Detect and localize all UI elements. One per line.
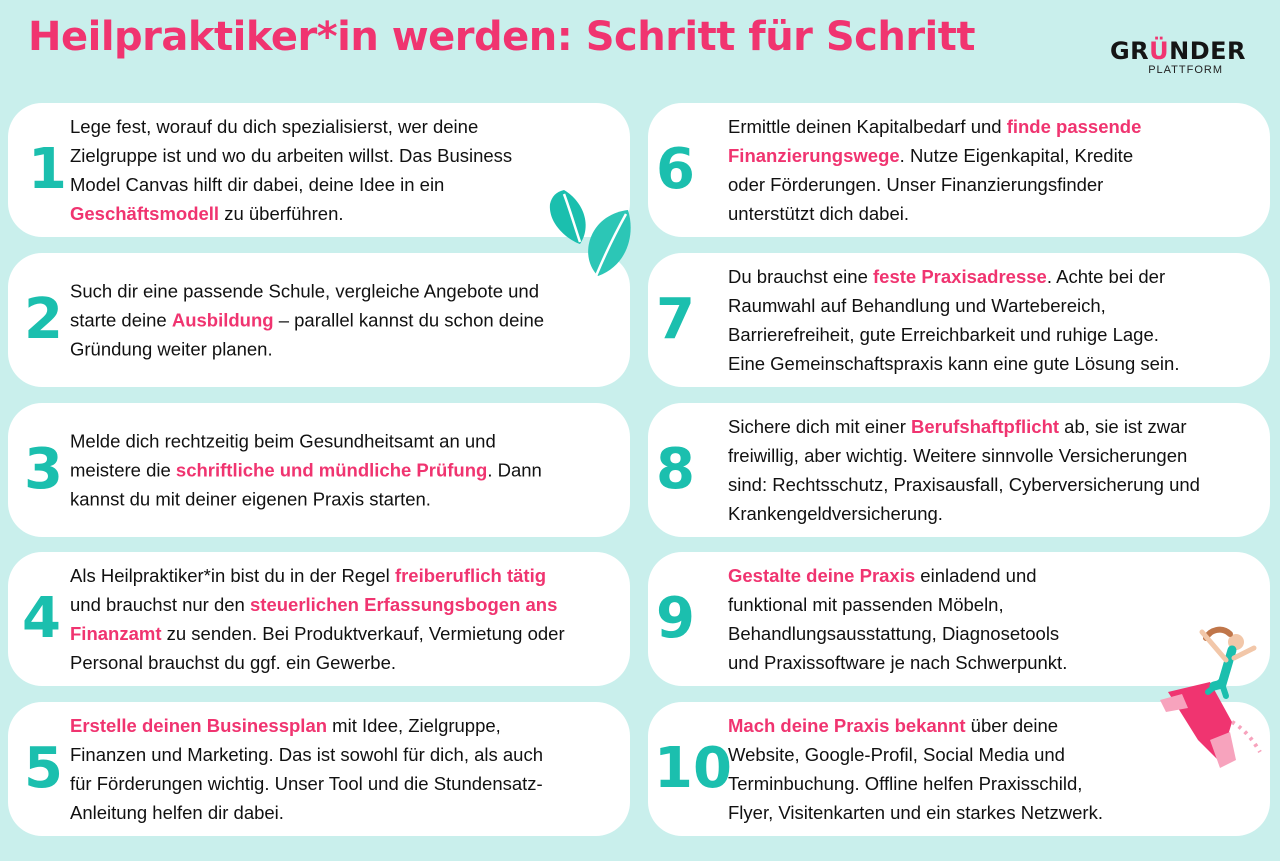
- step-text-line: [70, 277, 544, 306]
- body-text: Lege fest, worauf du dich spezialisierst, wer deine: [70, 116, 479, 137]
- step-text-line: [728, 590, 1067, 619]
- body-text: . Nutze Eigenkapital, Kredite: [899, 145, 1134, 166]
- body-text: Ermittle deinen Kapitalbedarf und: [728, 116, 1007, 137]
- body-text: über deine: [965, 715, 1059, 736]
- step-text-line: [70, 170, 512, 199]
- body-text: für Förderungen wichtig. Unser Tool und die Stundensatz-: [70, 773, 543, 794]
- body-text: Barrierefreiheit, gute Erreichbarkeit und ruhige Lage.: [728, 324, 1159, 345]
- step-text-line: [728, 769, 1103, 798]
- body-text: meistere die: [70, 459, 176, 481]
- step-text-line: [728, 199, 1141, 228]
- body-text: – parallel kannst du schon deine: [273, 309, 545, 331]
- step-text-line: [728, 112, 1141, 141]
- body-text: Behandlungsausstattung, Diagnosetools: [728, 623, 1060, 644]
- step-text-line: [70, 456, 542, 485]
- body-text: ab, sie ist zwar: [1059, 416, 1187, 437]
- logo-subtitle: PLATTFORM: [1148, 64, 1223, 76]
- body-text: Website, Google-Profil, Social Media und: [728, 744, 1065, 765]
- body-text: Flyer, Visitenkarten und ein starkes Netzwerk.: [728, 802, 1103, 823]
- body-text: Du brauchst eine: [728, 266, 874, 287]
- body-text: starte deine: [70, 309, 172, 331]
- page-title: Heilpraktiker*in werden: Schritt für Schritt: [28, 14, 976, 60]
- step-text-line: [728, 711, 1103, 740]
- step-card-6: [648, 103, 1270, 237]
- step-text: [728, 711, 1103, 827]
- body-text: funktional mit passenden Möbeln,: [728, 594, 1004, 615]
- step-number: 7: [656, 287, 695, 352]
- highlight-text: Finanzamt: [70, 623, 162, 644]
- step-number: 8: [656, 437, 695, 502]
- step-text: [70, 277, 544, 364]
- step-text-line: [70, 648, 565, 677]
- step-card-5: [8, 702, 630, 836]
- step-text: [728, 412, 1200, 528]
- body-text: unterstützt dich dabei.: [728, 203, 909, 224]
- body-text: . Achte bei der: [1046, 266, 1166, 287]
- step-card-8: [648, 403, 1270, 537]
- highlight-text: freiberuflich tätig: [394, 565, 547, 586]
- body-text: und Praxissoftware je nach Schwerpunkt.: [728, 652, 1068, 673]
- step-card-2: [8, 253, 630, 387]
- step-text-line: [728, 499, 1200, 528]
- body-text: kannst du mit deiner eigenen Praxis starten.: [70, 488, 431, 510]
- step-number: 6: [656, 137, 695, 202]
- step-card-1: [8, 103, 630, 237]
- step-number: 4: [22, 586, 61, 651]
- body-text: zu senden. Bei Produktverkauf, Vermietung oder: [161, 623, 565, 644]
- step-text-line: [70, 619, 565, 648]
- step-number: 1: [28, 137, 67, 202]
- highlight-text: Mach deine Praxis bekannt: [728, 715, 966, 736]
- step-text: [70, 112, 512, 228]
- step-text-line: [70, 141, 512, 170]
- step-text-line: [70, 740, 543, 769]
- body-text: und brauchst nur den: [70, 594, 250, 615]
- body-text: Zielgruppe ist und wo du arbeiten willst. Das Business: [70, 145, 513, 166]
- step-text-line: [728, 561, 1067, 590]
- body-text: Krankengeldversicherung.: [728, 503, 943, 524]
- step-text-line: [728, 141, 1141, 170]
- highlight-text: Berufshaftpflicht: [911, 416, 1060, 437]
- step-text-line: [728, 349, 1179, 378]
- step-text-line: [70, 485, 542, 514]
- step-text-line: [70, 798, 543, 827]
- body-text: zu überführen.: [219, 203, 344, 224]
- step-text-line: [728, 441, 1200, 470]
- step-text-line: [70, 112, 512, 141]
- step-number: 3: [24, 437, 63, 502]
- step-number: 5: [24, 736, 63, 801]
- step-text: [70, 711, 543, 827]
- step-text-line: [70, 590, 565, 619]
- step-text-line: [728, 320, 1179, 349]
- gruender-plattform-logo: [1103, 38, 1253, 76]
- step-number: 10: [654, 736, 732, 801]
- body-text: sind: Rechtsschutz, Praxisausfall, Cyberversicherung und: [728, 474, 1200, 495]
- step-text-line: [70, 711, 543, 740]
- highlight-text: finde passende: [1006, 116, 1142, 137]
- body-text: Model Canvas hilft dir dabei, deine Idee in ein: [70, 174, 445, 195]
- step-text-line: [70, 427, 542, 456]
- body-text: Terminbuchung. Offline helfen Praxisschild,: [728, 773, 1083, 794]
- body-text: Als Heilpraktiker*in bist du in der Regel: [70, 565, 395, 586]
- body-text: Personal brauchst du ggf. ein Gewerbe.: [70, 652, 396, 673]
- step-text-line: [728, 740, 1103, 769]
- body-text: Melde dich rechtzeitig beim Gesundheitsamt an und: [70, 430, 496, 452]
- body-text: Eine Gemeinschaftspraxis kann eine gute Lösung sein.: [728, 353, 1180, 374]
- highlight-text: schriftliche und mündliche Prüfung: [175, 459, 488, 481]
- logo-wordmark: GRÜNDER: [1109, 37, 1247, 65]
- step-text-line: [728, 170, 1141, 199]
- body-text: Finanzen und Marketing. Das ist sowohl für dich, als auch: [70, 744, 544, 765]
- step-text-line: [728, 648, 1067, 677]
- body-text: Sichere dich mit einer: [728, 416, 912, 437]
- step-text-line: [728, 798, 1103, 827]
- body-text: mit Idee, Zielgruppe,: [327, 715, 501, 736]
- highlight-text: Finanzierungswege: [728, 145, 900, 166]
- highlight-text: Ausbildung: [171, 309, 274, 331]
- step-text-line: [70, 199, 512, 228]
- body-text: Anleitung helfen dir dabei.: [70, 802, 284, 823]
- step-number: 9: [656, 586, 695, 651]
- body-text: einladend und: [915, 565, 1037, 586]
- step-card-4: [8, 552, 630, 686]
- step-text: [728, 262, 1179, 378]
- step-text: [728, 112, 1141, 228]
- step-text: [70, 561, 565, 677]
- step-text: [70, 427, 542, 514]
- step-text: [728, 561, 1067, 677]
- step-text-line: [70, 561, 565, 590]
- highlight-text: Geschäftsmodell: [70, 203, 220, 224]
- body-text: . Dann: [487, 459, 542, 481]
- step-text-line: [70, 769, 543, 798]
- highlight-text: steuerlichen Erfassungsbogen ans: [250, 594, 558, 615]
- step-text-line: [728, 619, 1067, 648]
- highlight-text: feste Praxisadresse: [873, 266, 1047, 287]
- highlight-text: Gestalte deine Praxis: [728, 565, 916, 586]
- step-card-7: [648, 253, 1270, 387]
- step-text-line: [728, 470, 1200, 499]
- step-text-line: [728, 412, 1200, 441]
- body-text: freiwillig, aber wichtig. Weitere sinnvolle Versicherungen: [728, 445, 1188, 466]
- step-number: 2: [24, 287, 63, 352]
- body-text: Gründung weiter planen.: [70, 338, 273, 360]
- rocket-woman-illustration: [1150, 612, 1280, 782]
- body-text: Such dir eine passende Schule, vergleiche Angebote und: [70, 280, 540, 302]
- step-text-line: [70, 306, 544, 335]
- step-text-line: [70, 335, 544, 364]
- step-text-line: [728, 291, 1179, 320]
- leaf-icon: [540, 180, 640, 285]
- highlight-text: Erstelle deinen Businessplan: [70, 715, 328, 736]
- body-text: Raumwahl auf Behandlung und Wartebereich,: [728, 295, 1106, 316]
- body-text: oder Förderungen. Unser Finanzierungsfinder: [728, 174, 1104, 195]
- step-text-line: [728, 262, 1179, 291]
- step-card-3: [8, 403, 630, 537]
